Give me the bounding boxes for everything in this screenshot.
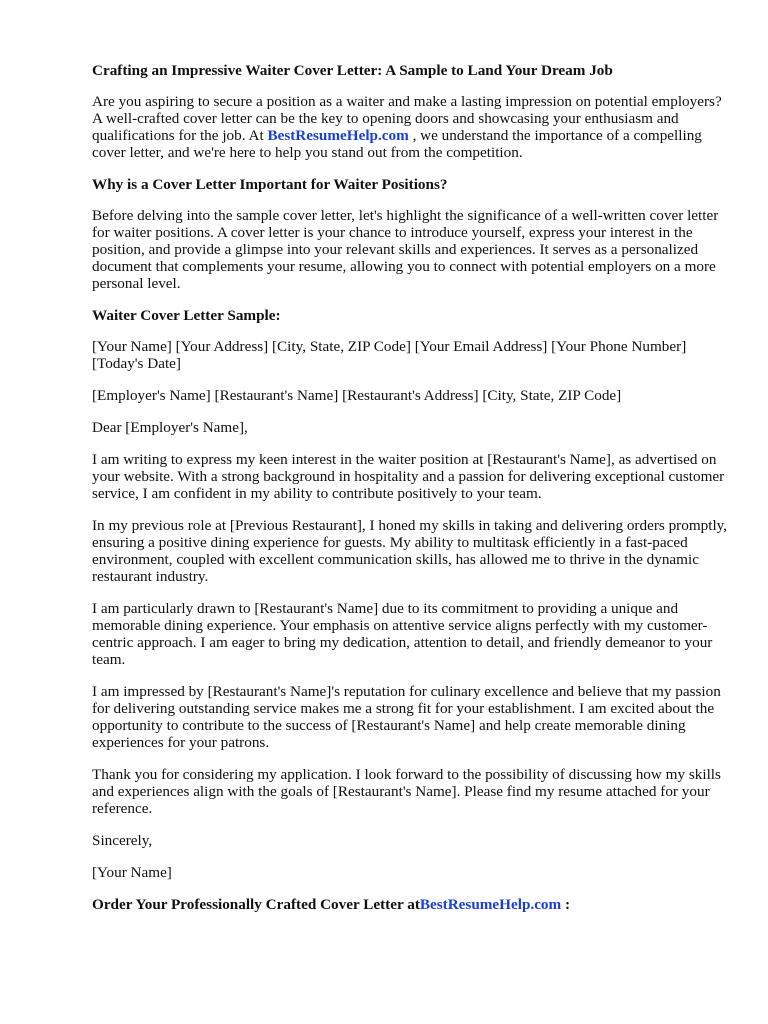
salutation: Dear [Employer's Name], [92,419,248,436]
closing: Sincerely, [92,832,153,849]
letter-paragraph-5: Thank you for considering my application. I look forward to the possibility of discussing how my skills and experiences align with the goals of [Restaurant's Name]. Please find my resume attached for your reference. [92,766,721,817]
intro-paragraph [92,93,728,161]
intro-text-before: Are you aspiring to secure a position as a waiter and make a lasting impression on potential employers? A well-crafted cover letter can be the key to opening doors and showcasing your enthusiasm and qualifications for the job. At [92,93,722,144]
letter-paragraph-1: I am writing to express my keen interest in the waiter position at [Restaurant's Name], as advertised on your website. With a strong background in hospitality and a passion for delivering exceptional customer service, I am confident in my ability to contribute positively to your team. [92,451,725,502]
page-title: Crafting an Impressive Waiter Cover Letter: A Sample to Land Your Dream Job [92,62,613,79]
why-heading: Why is a Cover Letter Important for Waiter Positions? [92,176,448,193]
intro-text-after: , we understand the importance of a compelling cover letter, and we're here to help you stand out from the competition. [92,127,702,161]
order-text-before: Order Your Professionally Crafted Cover Letter at [92,896,420,913]
why-paragraph: Before delving into the sample cover letter, let's highlight the significance of a well-written cover letter for waiter positions. A cover letter is your chance to introduce yourself, express your interest in the position, and provide a glimpse into your relevant skills and experiences. It serves as a personalized document that complements your resume, allowing you to connect with potential employers on a more personal level. [92,207,719,292]
letter-paragraph-4: I am impressed by [Restaurant's Name]'s reputation for culinary excellence and believe that my passion for delivering outstanding service makes me a strong fit for your establishment. I am excited about the opportunity to contribute to the success of [Restaurant's Name] and help create memorable dining experiences for your patrons. [92,683,721,751]
employer-info: [Employer's Name] [Restaurant's Name] [Restaurant's Address] [City, State, ZIP Code] [92,387,622,404]
signature: [Your Name] [92,864,172,881]
order-text-after: : [561,896,571,913]
letter-paragraph-2: In my previous role at [Previous Restaurant], I honed my skills in taking and delivering orders promptly, ensuring a positive dining experience for guests. My ability to multitask efficiently in a fast-paced environment, coupled with excellent communication skills, has allowed me to thrive in the dynamic restaurant industry. [92,517,728,585]
order-bestresumehelp-link[interactable]: BestResumeHelp.com [419,896,562,913]
order-heading [92,896,728,913]
sample-heading: Waiter Cover Letter Sample: [92,307,281,324]
sender-info: [Your Name] [Your Address] [City, State, ZIP Code] [Your Email Address] [Your Phone Number] [Today's Date] [92,338,687,372]
bestresumehelp-link[interactable]: BestResumeHelp.com [267,127,409,144]
letter-paragraph-3: I am particularly drawn to [Restaurant's Name] due to its commitment to providing a unique and memorable dining experience. Your emphasis on attentive service aligns perfectly with my customer-centric approach. I am eager to bring my dedication, attention to detail, and friendly demeanor to your team. [92,600,713,668]
